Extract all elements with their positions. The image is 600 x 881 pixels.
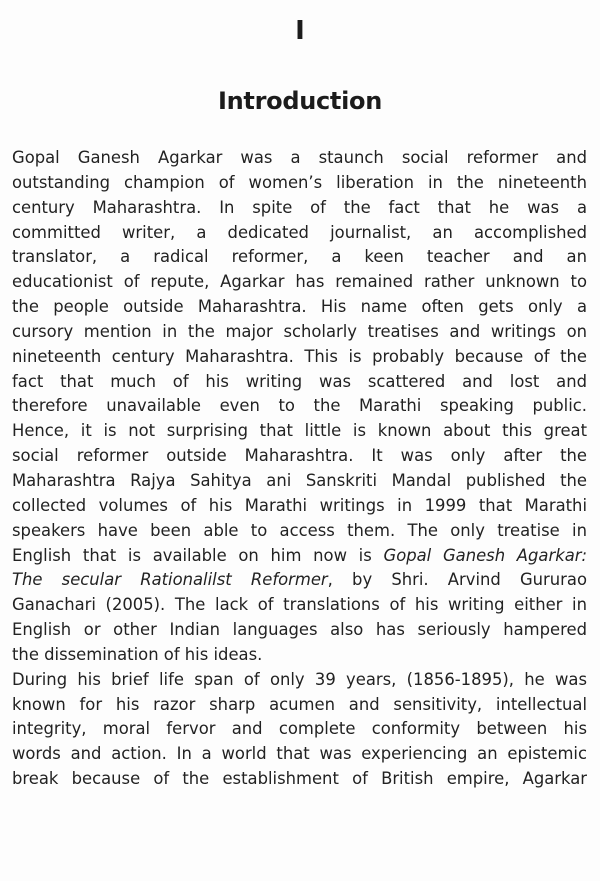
text-line: committed writer, a dedicated journalist, an accomplished bbox=[12, 222, 587, 242]
text-line: cursory mention in the major scholarly treatises and writings on bbox=[12, 321, 587, 341]
text-line: Ganachari (2005). The lack of translations of his writing either in bbox=[12, 595, 587, 615]
text-line: known for his razor sharp acumen and sensitivity, intellectual bbox=[12, 694, 587, 714]
text-line bbox=[12, 544, 587, 569]
text-line: therefore unavailable even to the Marathi speaking public. bbox=[12, 396, 587, 416]
text-segment: English that is available on him now is bbox=[12, 545, 384, 565]
text-line: Maharashtra Rajya Sahitya ani Sanskriti Mandal published the bbox=[12, 470, 587, 490]
text-line: words and action. In a world that was experiencing an epistemic bbox=[12, 744, 587, 764]
text-line: century Maharashtra. In spite of the fact that he was a bbox=[12, 197, 587, 217]
chapter-number: I bbox=[295, 16, 305, 46]
book-title-part-2: The secular Rationalilst Reformer bbox=[12, 570, 328, 590]
text-line: collected volumes of his Marathi writings in 1999 that Marathi bbox=[12, 495, 587, 515]
text-line: During his brief life span of only 39 years, (1856-1895), he was bbox=[12, 669, 587, 689]
text-line: translator, a radical reformer, a keen teacher and an bbox=[12, 247, 587, 267]
text-line: Hence, it is not surprising that little is known about this great bbox=[12, 421, 587, 441]
text-segment: , by Shri. Arvind Gururao bbox=[327, 570, 587, 590]
text-line: break because of the establishment of British empire, Agarkar bbox=[12, 769, 587, 789]
text-line: educationist of repute, Agarkar has remained rather unknown to bbox=[12, 272, 587, 292]
text-line: nineteenth century Maharashtra. This is probably because of the bbox=[12, 346, 587, 366]
text-line: the people outside Maharashtra. His name often gets only a bbox=[12, 297, 587, 317]
body-text bbox=[12, 146, 587, 792]
book-title-part-1: Gopal Ganesh Agarkar: bbox=[383, 545, 587, 565]
text-line: the dissemination of his ideas. bbox=[12, 644, 263, 664]
text-line: integrity, moral fervor and complete conformity between his bbox=[12, 719, 587, 739]
text-line: outstanding champion of women’s liberation in the nineteenth bbox=[12, 172, 587, 192]
text-line: speakers have been able to access them. The only treatise in bbox=[12, 520, 587, 540]
text-line: fact that much of his writing was scattered and lost and bbox=[12, 371, 587, 391]
text-line: English or other Indian languages also has seriously hampered bbox=[12, 620, 587, 640]
text-line bbox=[12, 568, 587, 593]
text-line: social reformer outside Maharashtra. It was only after the bbox=[12, 446, 587, 466]
text-line: Gopal Ganesh Agarkar was a staunch social reformer and bbox=[12, 148, 587, 167]
chapter-title: Introduction bbox=[218, 87, 382, 115]
